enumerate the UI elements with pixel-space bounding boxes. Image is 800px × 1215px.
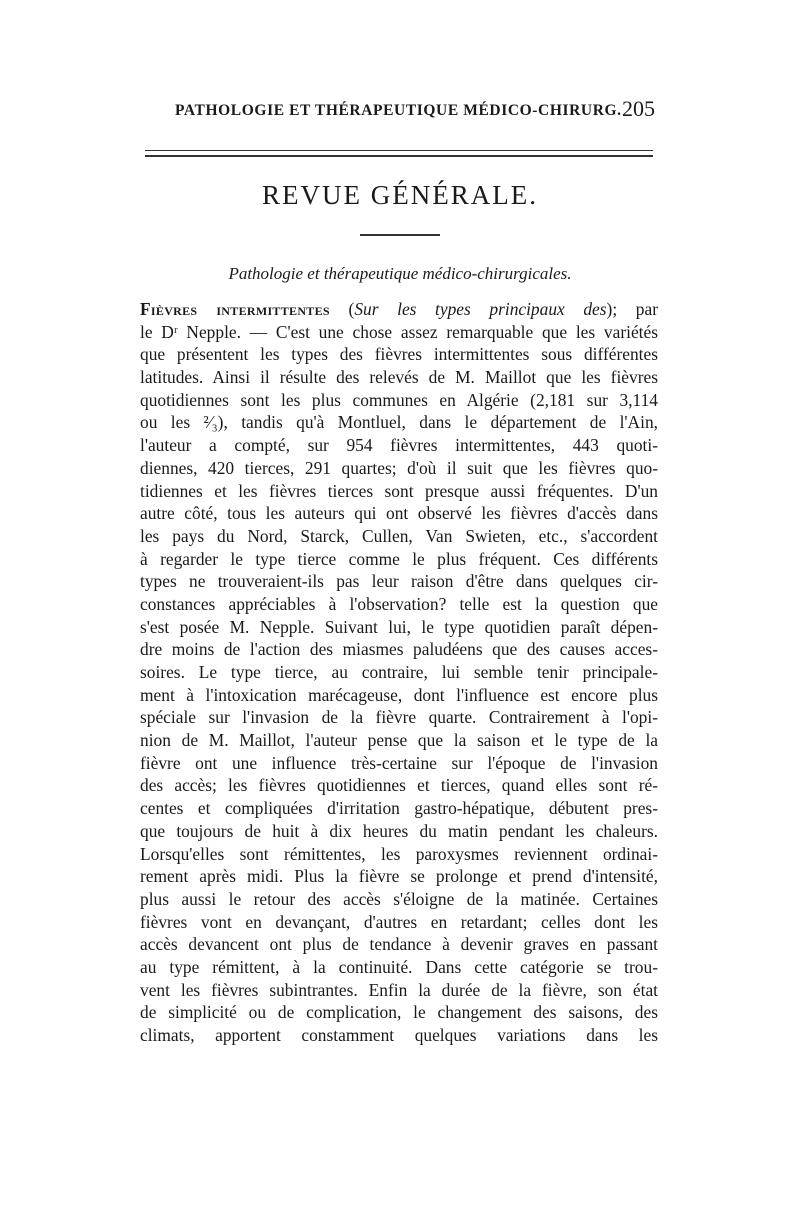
text-line: quotidiennes sont les plus communes en Algérie (2,181 sur 3,114 [140,389,658,410]
header-double-rule [145,150,653,157]
article-lead-heading: Fièvres intermittentes [140,299,330,319]
text-line: à regarder le type tierce comme le plus fréquent. Ces différents [140,548,658,569]
section-title: REVUE GÉNÉRALE. [262,180,538,210]
article-body [140,298,658,1047]
text-line: fièvre ont une influence très-certaine sur l'époque de l'invasion [140,752,658,773]
article-topic: Sur les types principaux des [354,299,607,319]
article-first-line [140,298,658,321]
text-line: l'auteur a compté, sur 954 fièvres intermittentes, 443 quoti- [140,435,658,456]
text-line: spéciale sur l'invasion de la fièvre quarte. Contrairement à l'opi- [140,707,658,728]
text-line: plus aussi le retour des accès s'éloigne de la matinée. Certaines [140,888,658,909]
text-line: rement après midi. Plus la fièvre se prolonge et prend d'intensité, [140,866,658,887]
text-line: que toujours de huit à dix heures du matin pendant les chaleurs. [140,820,658,841]
text-line: des accès; les fièvres quotidiennes et tierces, quand elles sont ré- [140,775,658,796]
running-header [175,98,655,122]
text-line: dre moins de l'action des miasmes paludéens que des causes acces- [140,639,658,660]
text-line: ment à l'intoxication marécageuse, dont l'influence est encore plus [140,684,658,705]
paren-open: ( [329,299,355,319]
text-line: soires. Le type tierce, au contraire, lui semble tenir principale- [140,662,658,682]
text-line: climats, apportent constamment quelques variations dans les [140,1025,658,1045]
text-line: s'est posée M. Nepple. Suivant lui, le type quotidien paraît dépen- [140,616,658,637]
text-line: constances appréciables à l'observation? telle est la question que [140,593,658,614]
text-line: les pays du Nord, Starck, Cullen, Van Swieten, etc., s'accordent [140,525,658,546]
title-divider-rule [360,234,440,236]
text-line: que présentent les types des fièvres intermittentes sous différentes [140,344,658,365]
text-line: vent les fièvres subintrantes. Enfin la durée de la fièvre, son état [140,979,658,1000]
text-line: au type rémittent, à la continuité. Dans cette catégorie se trou- [140,956,658,977]
text-line: centes et compliquées d'irritation gastro-hépatique, débutent pres- [140,798,658,819]
section-subtitle: Pathologie et thérapeutique médico-chirurgicales. [228,264,572,283]
text-line: de simplicité ou de complication, le changement des saisons, des [140,1002,658,1023]
text-line: le Dʳ Nepple. — C'est une chose assez remarquable que les variétés [140,321,658,342]
text-line: nion de M. Maillot, l'auteur pense que la saison et le type de la [140,730,658,751]
text-line: fièvres vont en devançant, d'autres en retardant; celles dont les [140,911,658,932]
text-line: autre côté, tous les auteurs qui ont observé les fièvres d'accès dans [140,503,658,524]
text-line: accès devancent ont plus de tendance à devenir graves en passant [140,934,658,955]
page-number: 205 [622,96,655,121]
text-line: Lorsqu'elles sont rémittentes, les paroxysmes reviennent ordinai- [140,843,658,864]
text-line: diennes, 420 tierces, 291 quartes; d'où il suit que les fièvres quo- [140,457,658,478]
running-title: PATHOLOGIE ET THÉRAPEUTIQUE MÉDICO-CHIRURG. [175,102,622,119]
article-lines [140,321,658,1047]
text-line: tidiennes et les fièvres tierces sont presque aussi fréquentes. D'un [140,480,658,501]
text-line: latitudes. Ainsi il résulte des relevés de M. Maillot que les fièvres [140,367,658,388]
text-line: ou les ²⁄₃), tandis qu'à Montluel, dans le département de l'Ain, [140,412,658,433]
first-line-rest: ); par [606,299,658,319]
text-line: types ne trouveraient-ils pas leur raison d'être dans quelques cir- [140,571,658,592]
